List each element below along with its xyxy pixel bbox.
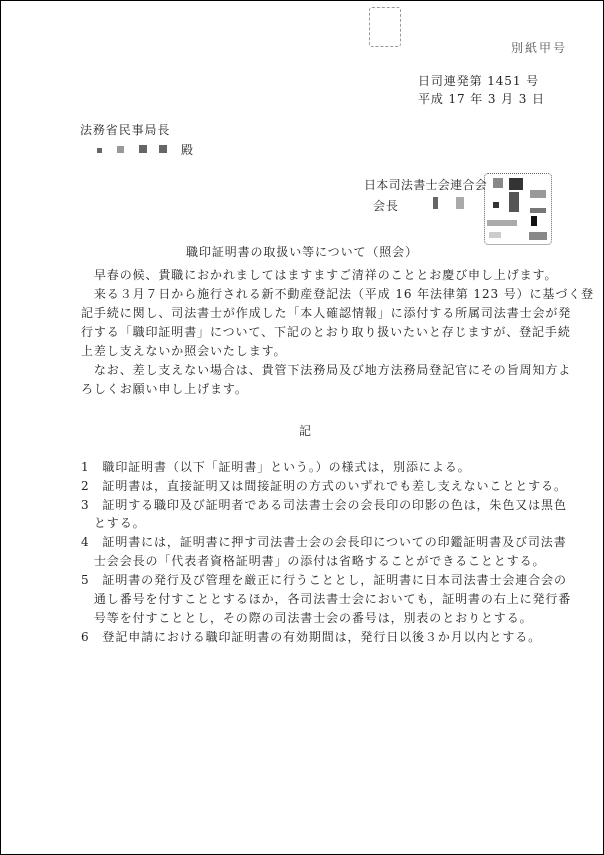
document-date: 平成 17 年 3 月 3 日	[418, 92, 545, 106]
list-item: 号等を付すこととし，その際の司法書士会の番号は，別表のとおりとする。	[81, 611, 533, 625]
body-line: 記手続に関し、司法書士が作成した「本人確認情報」に添付する所属司法書士会が発	[81, 306, 572, 320]
list-item: 6 登記申請における職印証明書の有効期間は，発行日以後３か月以内とする。	[81, 630, 542, 644]
list-item: 4 証明書には，証明書に押す司法書士会の会長印についての印鑑証明書及び司法書	[81, 535, 567, 549]
list-item: 士会会長の「代表者資格証明書」の添付は省略することができることとする。	[81, 554, 546, 568]
body-line: 行する「職印証明書」について、下記のとおり取り扱いたいと存じますが、登記手続	[81, 325, 571, 339]
receipt-stamp	[369, 7, 401, 47]
body-line: 来る３月７日から施行される新不動産登記法（平成 16 年法律第 123 号）に基づく登	[81, 287, 595, 301]
list-item: 通し番号を付すこととするほか，各司法書士会においても，証明書の右上に発行番	[81, 592, 572, 606]
addressee-office: 法務省民事局長	[80, 123, 171, 137]
body-line: 早春の候、貴職におかれましてはますますご清祥のこととお慶び申し上げます。	[81, 268, 558, 282]
ki-heading: 記	[299, 424, 312, 438]
addressee-honorific: 殿	[181, 143, 194, 157]
document-title: 職印証明書の取扱い等について（照会）	[186, 245, 418, 259]
document-number: 日司連発第 1451 号	[418, 74, 539, 88]
list-item: 3 証明する職印及び証明者である司法書士会の会長印の印影の色は，朱色又は黒色	[81, 498, 567, 512]
list-item: 2 証明書は，直接証明又は間接証明の方式のいずれでも差し支えないこととする。	[81, 479, 567, 493]
body-line: 上差し支えないか照会いたします。	[81, 344, 287, 358]
sender-organization: 日本司法書士会連合会	[364, 178, 488, 192]
sender-title: 会長	[373, 199, 399, 213]
list-item: 1 職印証明書（以下「証明書」という。）の様式は，別添による。	[81, 460, 471, 474]
redacted-official-seal	[484, 173, 552, 245]
body-line: なお、差し支えない場合は、貴管下法務局及び地方法務局登記官にその旨周知方よ	[81, 363, 572, 377]
attachment-label: 別紙甲号	[511, 41, 568, 55]
list-item: 5 証明書の発行及び管理を厳正に行うこととし，証明書に日本司法書士会連合会の	[81, 573, 567, 587]
body-line: ろしくお願い申し上げます。	[81, 382, 248, 396]
list-item: とする。	[81, 516, 146, 530]
